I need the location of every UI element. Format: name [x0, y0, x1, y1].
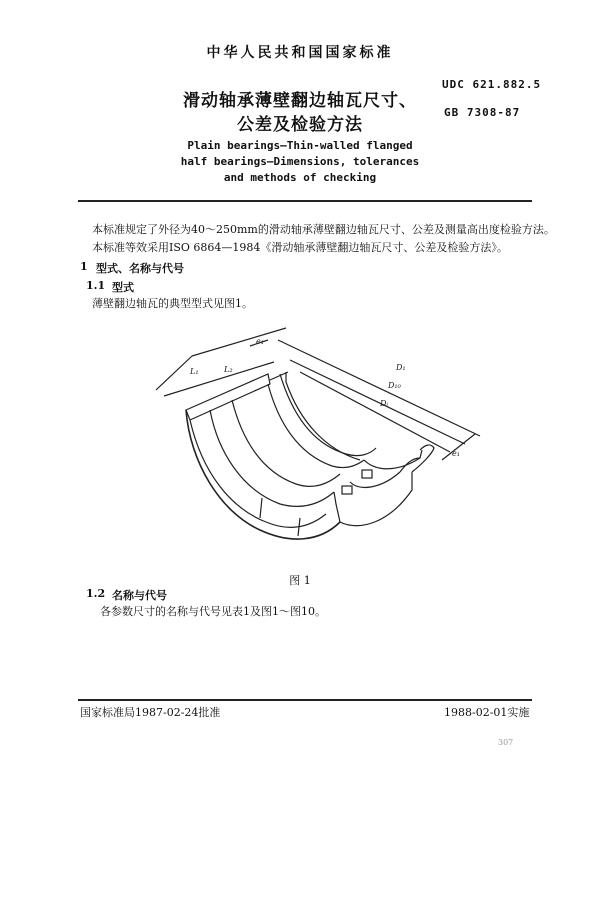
subsection-1-1-number: 1.1 — [86, 279, 106, 292]
bearing-figure — [150, 322, 500, 570]
title-en-line2: half bearings—Dimensions, tolerances — [180, 155, 420, 168]
udc-code: UDC 621.882.5 — [442, 78, 542, 91]
intro-paragraph-1: 本标准规定了外径为40～250mm的滑动轴承薄壁翻边轴瓦尺寸、公差及测量高出度检验方法。 — [92, 223, 555, 236]
dim-label-e1-top: e₁ — [256, 337, 264, 346]
title-zh-line2: 公差及检验方法 — [237, 115, 363, 135]
header-divider — [78, 200, 532, 202]
effective-date: 1988-02-01实施 — [444, 706, 530, 719]
title-en-line1: Plain bearings—Thin-walled flanged — [187, 139, 413, 152]
subsection-1-1-title: 型式 — [112, 281, 134, 294]
dim-label-d10: D₁₀ — [388, 381, 401, 390]
dim-label-e1-side: e₁ — [452, 449, 460, 458]
dim-label-l2: L₂ — [224, 365, 233, 374]
footer-divider — [78, 699, 532, 701]
intro-paragraph-2: 本标准等效采用ISO 6864—1984《滑动轴承薄壁翻边轴瓦尺寸、公差及检验方法》。 — [92, 241, 508, 254]
subsection-1-1-body: 薄壁翻边轴瓦的典型型式见图1。 — [92, 297, 253, 310]
issuing-org: 中华人民共和国国家标准 — [206, 45, 394, 61]
gb-number: GB 7308-87 — [444, 106, 521, 119]
section-1-title: 型式、名称与代号 — [96, 262, 184, 275]
subsection-1-2-body: 各参数尺寸的名称与代号见表1及图1～图10。 — [100, 605, 326, 618]
figure-caption: 图 1 — [289, 574, 311, 587]
subsection-1-2-title: 名称与代号 — [112, 589, 167, 602]
section-1-number: 1 — [80, 260, 88, 273]
title-zh-line1: 滑动轴承薄壁翻边轴瓦尺寸、 — [183, 91, 417, 111]
title-en-line3: and methods of checking — [223, 171, 377, 184]
dim-label-l1: L₁ — [190, 367, 199, 376]
dim-label-d1: D₁ — [396, 363, 406, 372]
approval-date: 国家标准局1987-02-24批准 — [80, 706, 221, 719]
page-number: 307 — [498, 738, 514, 747]
dim-label-di: Dᵢ — [380, 399, 389, 408]
subsection-1-2-number: 1.2 — [86, 587, 106, 600]
